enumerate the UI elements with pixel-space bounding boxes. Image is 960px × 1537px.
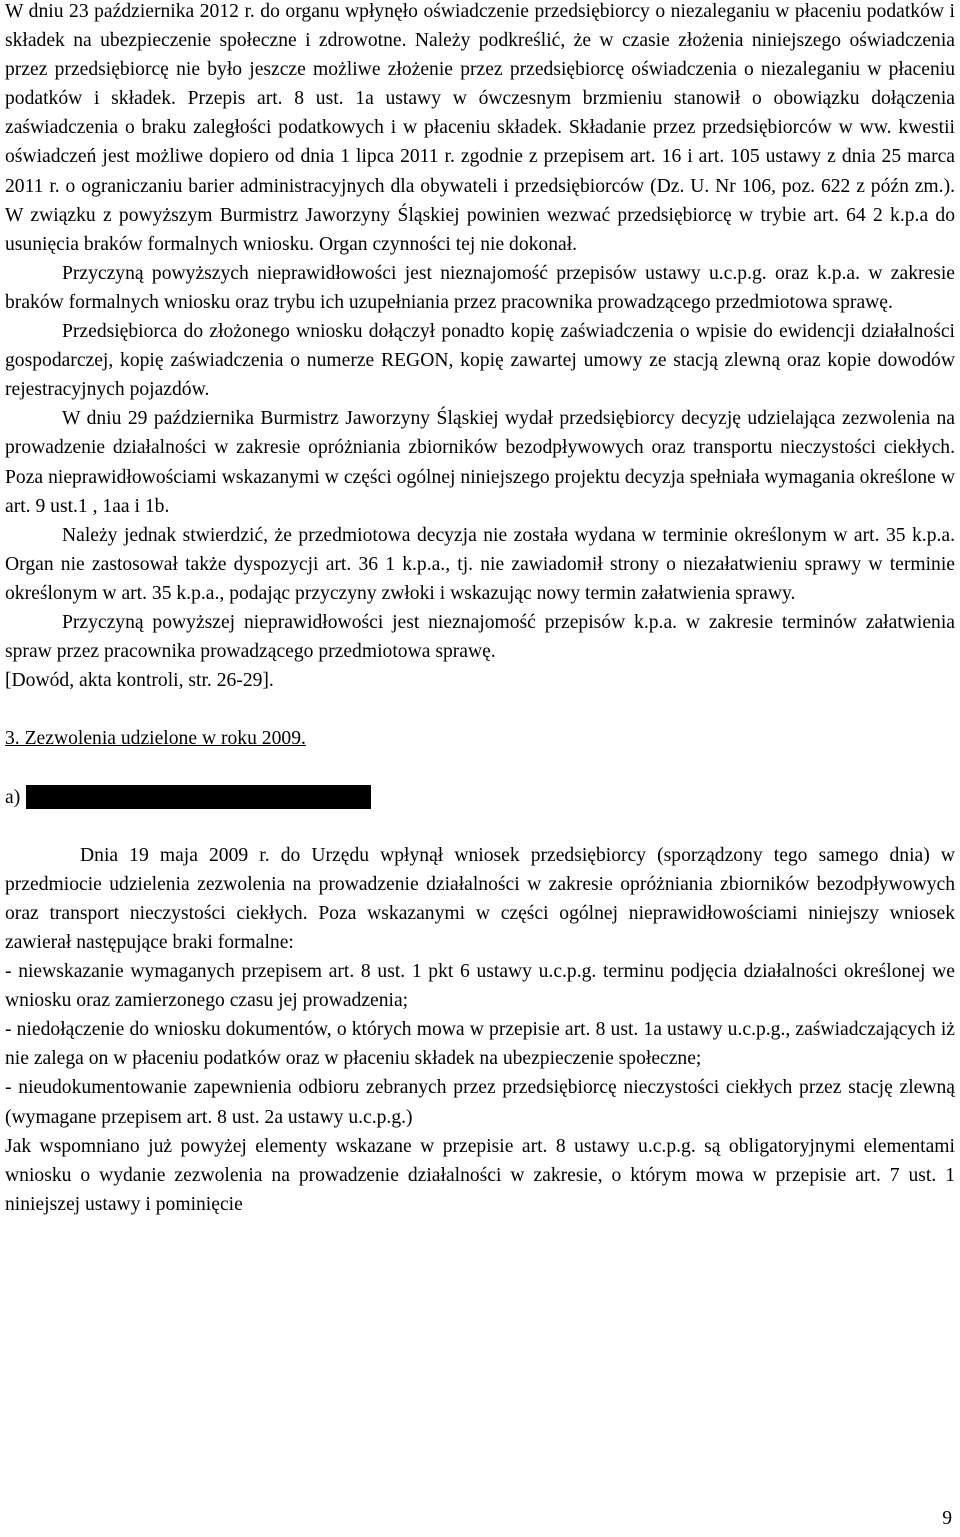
spacer (5, 812, 955, 841)
paragraph-wniosek-2009: Dnia 19 maja 2009 r. do Urzędu wpłynął wniosek przedsiębiorcy (sporządzony tego samego dnia) w przedmiocie udzielenia zezwolenia na prowadzenie działalności w zakresie opróżniania zbiorników bezodpływowych oraz transport nieczystości ciekłych. Poza wskazanymi w części ogólnej nieprawidłowościami niniejszy wniosek zawierał następujące braki formalne: (5, 844, 955, 953)
subsection-label: a) (5, 786, 21, 808)
list-item-brak-3: - nieudokumentowanie zapewnienia odbioru zebranych przez przedsiębiorcę nieczystości ciekłych przez stację zlewną (wymagane przepisem art. 8 ust. 2a ustawy u.c.p.g.) (5, 1077, 955, 1128)
redaction-block (26, 785, 371, 809)
list-item-brak-1: - niewskazanie wymaganych przepisem art. 8 ust. 1 pkt 6 ustawy u.c.p.g. terminu podjęcia działalności określonej we wniosku oraz zamierzonego czasu jej prowadzenia; (5, 961, 955, 1012)
document-body (5, 0, 955, 1219)
subsection-heading (5, 783, 955, 812)
page-number: 9 (942, 1508, 952, 1529)
paragraph-dowod: [Dowód, akta kontroli, str. 26-29]. (5, 670, 274, 692)
paragraph-oswiadczenie: W dniu 23 października 2012 r. do organu wpłynęło oświadczenie przedsiębiorcy o niezaleganiu w płaceniu podatków i składek na ubezpieczenie społeczne i zdrowotne. Należy podkreślić, że w czasie złożenia niniejszego oświadczenia przez przedsiębiorcę nie było jeszcze możliwe złożenie przez przedsiębiorcę oświadczenia o niezaleganiu w płaceniu podatków i składek. Przepis art. 8 ust. 1a ustawy w ówczesnym brzmieniu stanowił o obowiązku dołączenia zaświadczenia o braku zaległości podatkowych i w płaceniu składek. Składanie przez przedsiębiorców w ww. kwestii oświadczeń jest możliwe dopiero od dnia 1 lipca 2011 r. zgodnie z przepisem art. 16 i art. 105 ustawy z dnia 25 marca 2011 r. o ograniczaniu barier administracyjnych dla obywateli i przedsiębiorców (Dz. U. Nr 106, poz. 622 z późn zm.). W związku z powyższym Burmistrz Jaworzyny Śląskiej powinien wezwać przedsiębiorcę w trybie art. 64 2 k.p.a do usunięcia braków formalnych wniosku. Organ czynności tej nie dokonał. (5, 1, 955, 255)
paragraph-przyczyna-1: Przyczyną powyższych nieprawidłowości jest nieznajomość przepisów ustawy u.c.p.g. oraz k.p.a. w zakresie braków formalnych wniosku oraz trybu ich uzupełniania przez pracownika prowadzącego przedmiotowa sprawę. (5, 262, 955, 313)
paragraph-podsumowanie: Jak wspomniano już powyżej elementy wskazane w przepisie art. 8 ustawy u.c.p.g. są obligatoryjnymi elementami wniosku o wydanie zezwolenia na prowadzenie działalności w zakresie, o którym mowa w przepisie art. 7 ust. 1 niniejszej ustawy i pominięcie (5, 1135, 955, 1215)
section-heading: 3. Zezwolenia udzielone w roku 2009. (5, 728, 306, 750)
paragraph-zalaczniki: Przedsiębiorca do złożonego wniosku dołączył ponadto kopię zaświadczenia o wpisie do ewidencji działalności gospodarczej, kopię zaświadczenia o numerze REGON, kopię zawartej umowy ze stacją zlewną oraz kopie dowodów rejestracyjnych pojazdów. (5, 321, 955, 401)
paragraph-termin: Należy jednak stwierdzić, że przedmiotowa decyzja nie została wydana w terminie określonym w art. 35 k.p.a. Organ nie zastosował także dyspozycji art. 36 1 k.p.a., tj. nie zawiadomił strony o niezałatwieniu sprawy w terminie określonym w art. 35 k.p.a., podając przyczyny zwłoki i wskazując nowy termin załatwienia sprawy. (5, 524, 955, 604)
paragraph-przyczyna-2: Przyczyną powyższej nieprawidłowości jest nieznajomość przepisów k.p.a. w zakresie terminów załatwienia spraw przez pracownika prowadzącego przedmiotowa sprawę. (5, 611, 955, 663)
spacer (5, 753, 955, 782)
paragraph-decyzja: W dniu 29 października Burmistrz Jaworzyny Śląskiej wydał przedsiębiorcy decyzję udzielająca zezwolenia na prowadzenie działalności w zakresie opróżniania zbiorników bezodpływowych oraz transportu nieczystości ciekłych. Poza nieprawidłowościami wskazanymi w części ogólnej niniejszego projektu decyzja spełniała wymagania określone w art. 9 ust.1 , 1aa i 1b. (5, 408, 955, 517)
spacer (5, 695, 955, 724)
list-item-brak-2: - niedołączenie do wniosku dokumentów, o których mowa w przepisie art. 8 ust. 1a ustawy u.c.p.g., zaświadczających iż nie zalega on w płaceniu podatków oraz w płaceniu składek na ubezpieczenie społeczne; (5, 1019, 955, 1070)
